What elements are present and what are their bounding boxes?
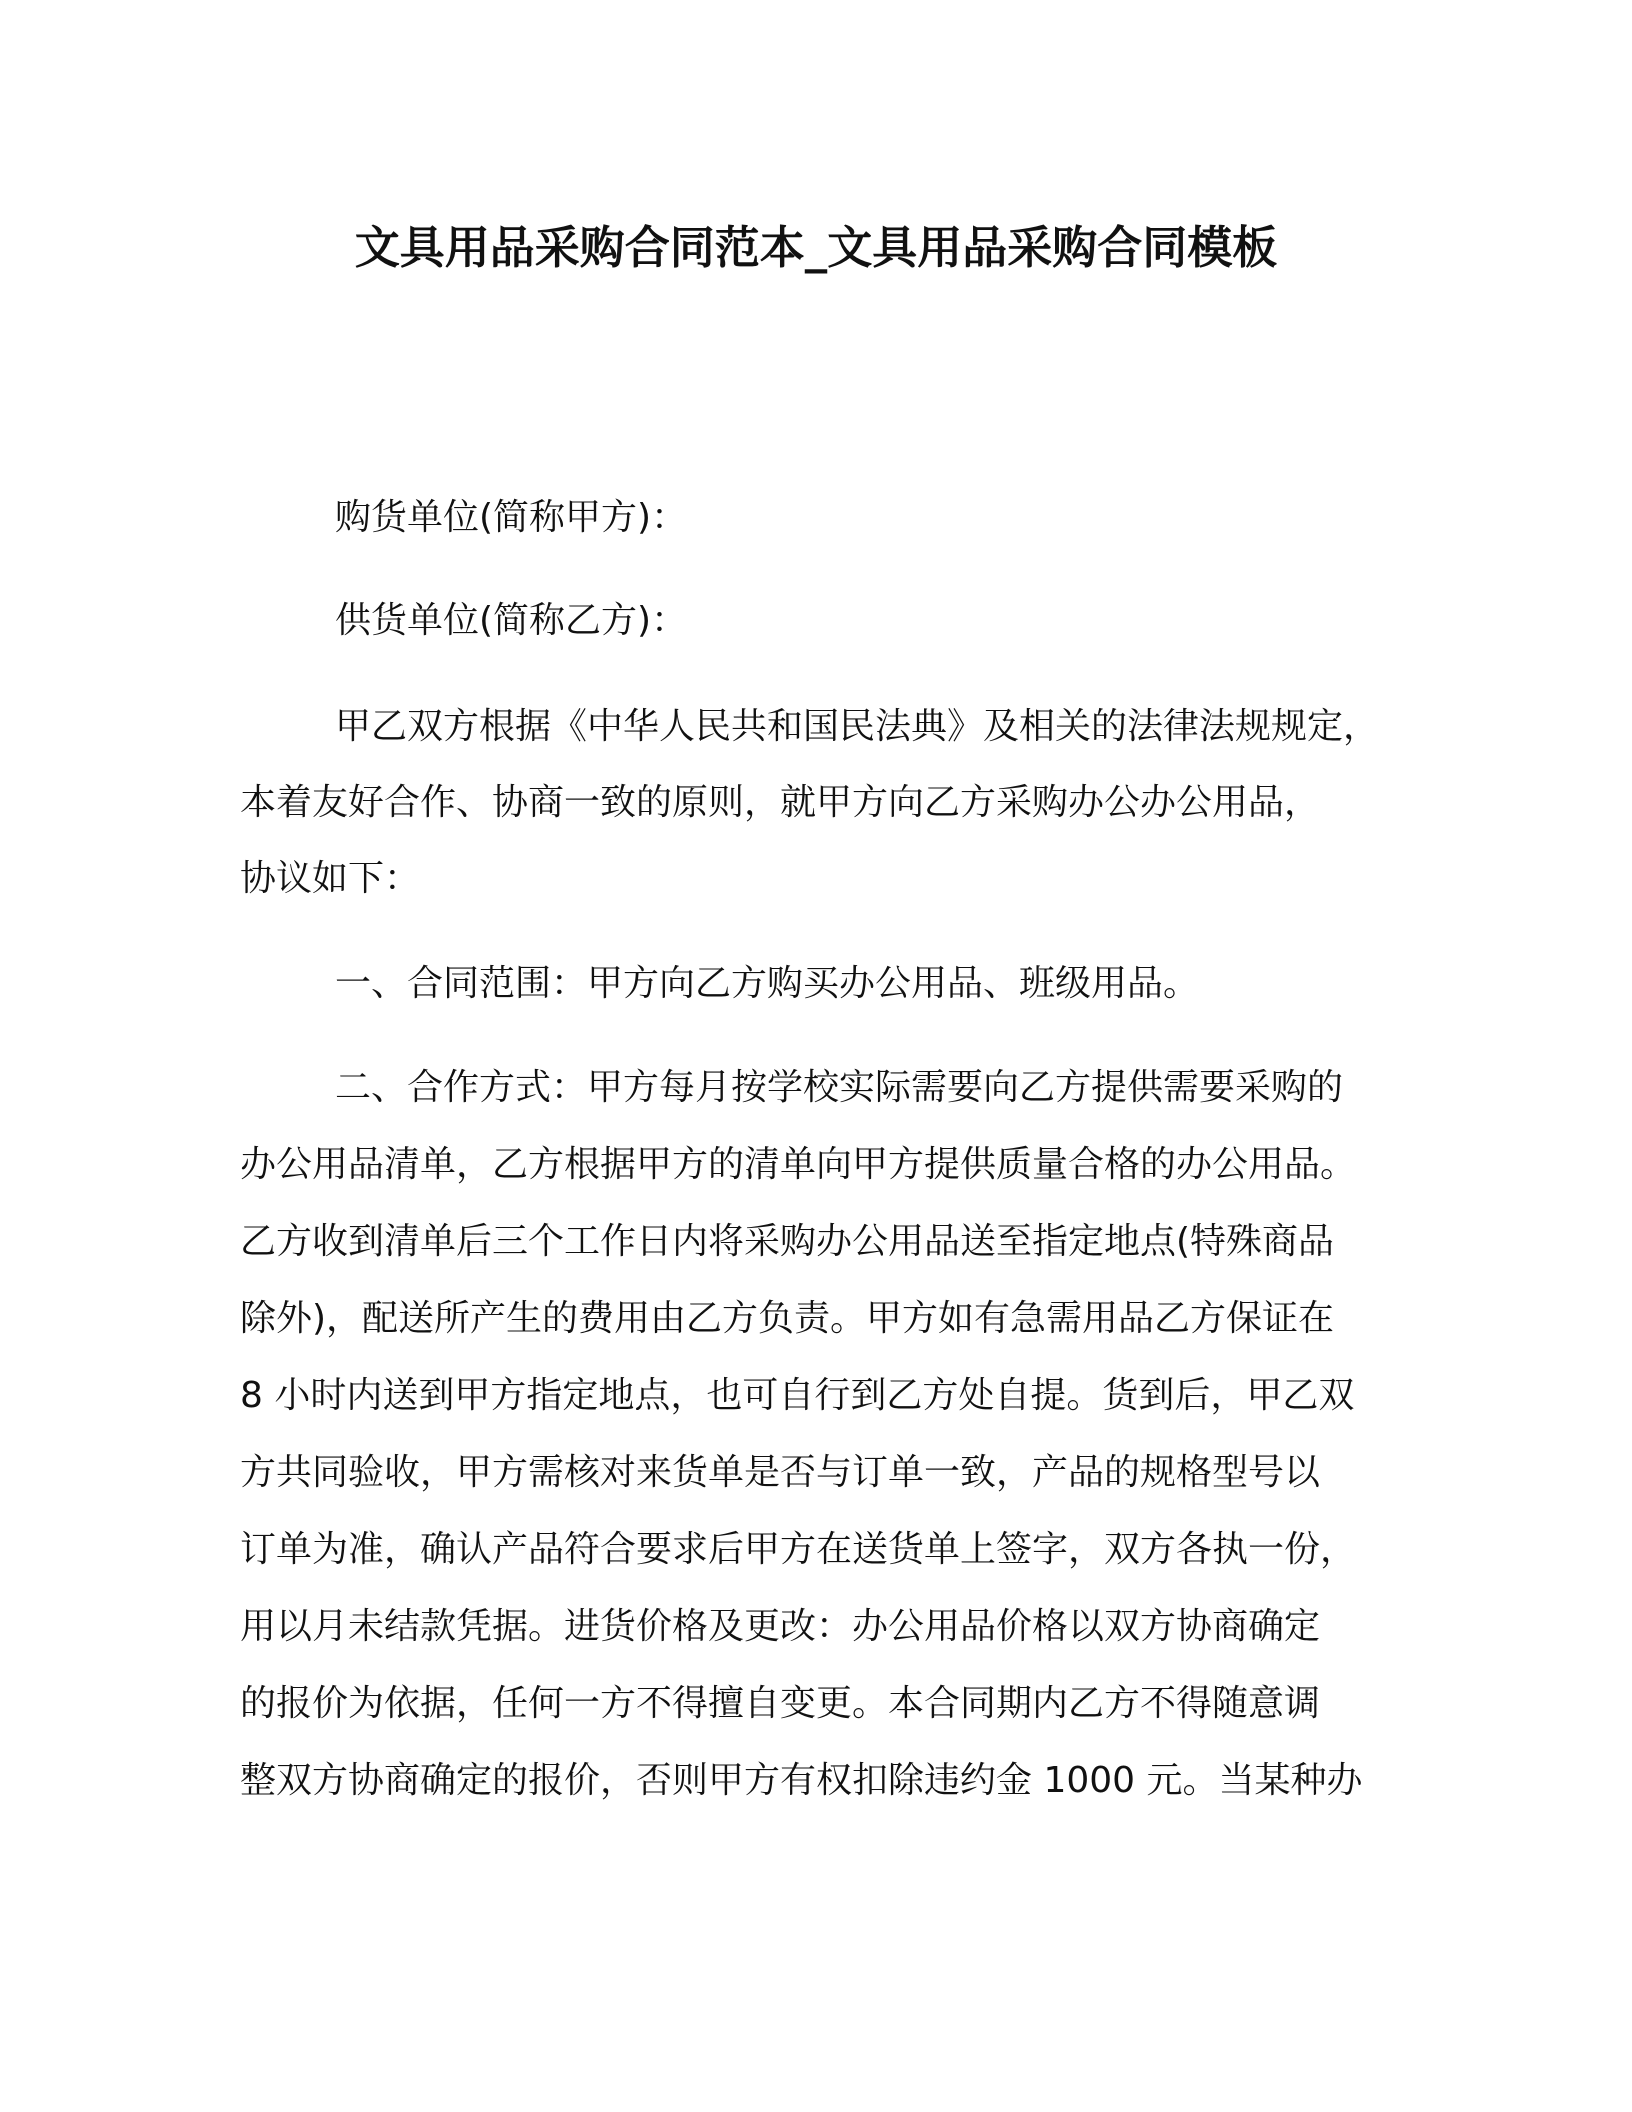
clause-2-line: 8 小时内送到甲方指定地点，也可自行到乙方处自提。货到后，甲乙双 <box>240 1375 1355 1416</box>
clause-2-line: 用以月未结款凭据。进货价格及更改：办公用品价格以双方协商确定 <box>240 1606 1321 1647</box>
clause-2-line: 二、合作方式：甲方每月按学校实际需要向乙方提供需要采购的 <box>335 1067 1344 1108</box>
clause-2-line: 的报价为依据，任何一方不得擅自变更。本合同期内乙方不得随意调 <box>240 1683 1321 1724</box>
intro-line: 本着友好合作、协商一致的原则，就甲方向乙方采购办公办公用品， <box>240 782 1321 823</box>
clause-2-line: 订单为准，确认产品符合要求后甲方在送货单上签字，双方各执一份， <box>240 1529 1357 1570</box>
clause-2-line: 乙方收到清单后三个工作日内将采购办公用品送至指定地点(特殊商品 <box>240 1221 1335 1262</box>
clause-1: 一、合同范围：甲方向乙方购买办公用品、班级用品。 <box>335 963 1200 1004</box>
clause-2-line: 整双方协商确定的报价，否则甲方有权扣除违约金 1000 元。当某种办 <box>240 1760 1363 1801</box>
clause-2-line: 方共同验收，甲方需核对来货单是否与订单一致，产品的规格型号以 <box>240 1452 1321 1493</box>
clause-2-line: 除外)，配送所产生的费用由乙方负责。甲方如有急需用品乙方保证在 <box>240 1298 1335 1339</box>
document-title: 文具用品采购合同范本_文具用品采购合同模板 <box>354 221 1278 274</box>
clause-2-line: 办公用品清单，乙方根据甲方的清单向甲方提供质量合格的办公用品。 <box>240 1144 1357 1185</box>
intro-line: 协议如下： <box>240 858 421 899</box>
intro-line: 甲乙双方根据《中华人民共和国民法典》及相关的法律法规规定， <box>335 706 1380 747</box>
party-a-line: 购货单位(简称甲方)： <box>335 497 688 538</box>
party-b-line: 供货单位(简称乙方)： <box>335 600 688 641</box>
